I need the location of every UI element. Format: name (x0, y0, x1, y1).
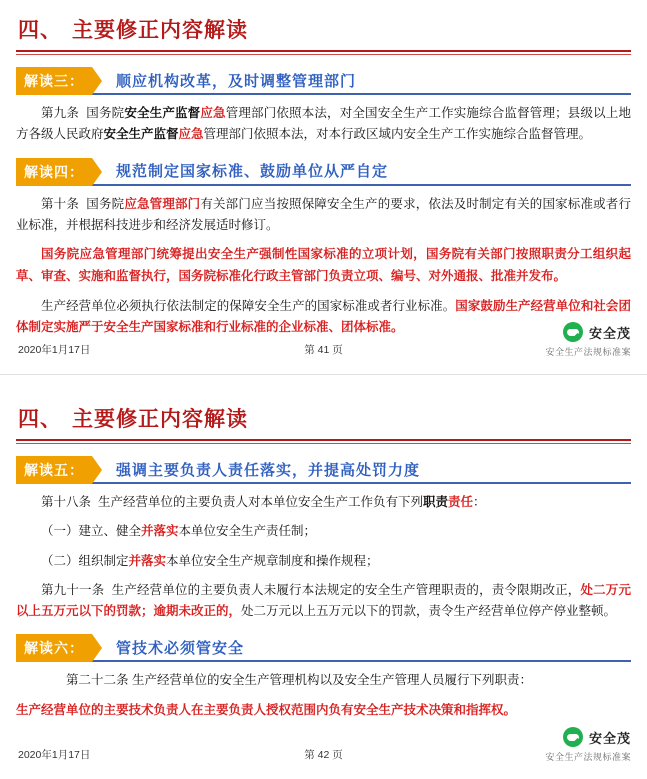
paragraph-article-9: 第九条 国务院安全生产监督应急管理部门依照本法，对全国安全生产工作实施综合监督管理；县级以上地方各级人民政府安全生产监督应急管理部门依照本法，对本行政区域内安全生产工作实施综合监督管理。 (16, 106, 631, 142)
section-heading-wrap-5 (92, 456, 631, 484)
page-title-number-2: 四、 (18, 408, 62, 431)
paragraph-article-18: 第十八条 生产经营单位的主要负责人对本单位安全生产工作负有下列职责责任： (41, 495, 486, 509)
section-heading-wrap-3 (92, 67, 631, 95)
title-divider-thin (16, 54, 631, 55)
section-heading-5: 强调主要负责人责任落实，并提高处罚力度 (116, 461, 421, 479)
paragraph-article-10-b: 生产经营单位必须执行依法制定的保障安全生产的国家标准或者行业标准。国家鼓励生产经营单位和社会团体制定实施严于安全生产国家标准和行业标准的企业标准、团体标准。 (16, 298, 631, 334)
paragraph-article-91: 第九十一条 生产经营单位的主要负责人未履行本法规定的安全生产管理职责的，责令限期改正，处二万元以上五万元以下的罚款；逾期未改正的，处二万元以上五万元以下的罚款，责令生产经营单位停产停业整顿。 (16, 582, 631, 618)
section-tag-6: 解读六： (16, 634, 92, 662)
section-heading-3: 顺应机构改革，及时调整管理部门 (116, 72, 357, 90)
section-banner-6 (16, 634, 631, 662)
page-title-2 (16, 399, 631, 439)
watermark-badge-1 (481, 322, 631, 358)
section-banner-4 (16, 158, 631, 186)
section-heading-wrap-4 (92, 158, 631, 186)
badge-subtitle: 安全生产法规标准案 (545, 347, 631, 357)
section-banner-5 (16, 456, 631, 484)
wechat-icon-2 (563, 727, 583, 747)
badge-subtitle-2: 安全生产法规标准案 (545, 752, 631, 762)
page-title-number: 四、 (18, 19, 62, 42)
footer-date-2: 2020年1月17日 (18, 749, 91, 761)
page-title (16, 10, 631, 50)
title-divider (16, 50, 631, 52)
slide-page-2 (0, 389, 647, 779)
paragraph-article-18-item-1: （一）建立、健全并落实本单位安全生产责任制； (41, 524, 317, 539)
badge-name-2: 安全茂 (588, 730, 631, 746)
paragraph-article-18-item-2: （二）组织制定并落实本单位安全生产规章制度和操作规程； (41, 553, 379, 568)
slide-page-1 (0, 0, 647, 374)
page-separator (0, 374, 647, 389)
title-divider-thin-2 (16, 443, 631, 444)
watermark-badge-2 (481, 727, 631, 763)
section-heading-6: 管技术必须管安全 (116, 639, 245, 657)
wechat-icon (563, 322, 583, 342)
section-heading-4: 规范制定国家标准、鼓励单位从严自定 (116, 163, 389, 180)
page-title-text: 主要修正内容解读 (72, 19, 248, 42)
badge-name: 安全茂 (588, 325, 631, 341)
paragraph-article-22: 第二十二条 生产经营单位的安全生产管理机构以及安全生产管理人员履行下列职责： (41, 673, 532, 688)
footer-page-number-2: 第 42 页 (304, 749, 343, 761)
section-heading-wrap-6 (92, 634, 631, 662)
footer-page-number: 第 41 页 (304, 344, 343, 356)
section-tag-4: 解读四： (16, 158, 92, 186)
paragraph-article-10: 第十条 国务院应急管理部门有关部门应当按照保障安全生产的要求，依法及时制定有关的国家标准或者行业标准，并根据科技进步和经济发展适时修订。 (16, 196, 631, 232)
title-divider-2 (16, 439, 631, 441)
section-tag-3: 解读三： (16, 67, 92, 95)
page-title-text-2: 主要修正内容解读 (72, 408, 248, 431)
paragraph-article-22-red: 生产经营单位的主要技术负责人在主要负责人授权范围内负有安全生产技术决策和指挥权。 (16, 702, 517, 717)
section-banner-3 (16, 67, 631, 95)
section-tag-5: 解读五： (16, 456, 92, 484)
footer-date: 2020年1月17日 (18, 344, 91, 356)
paragraph-article-10-red: 国务院应急管理部门统筹提出安全生产强制性国家标准的立项计划，国务院有关部门按照职责分工组织起草、审查、实施和监督执行，国务院标准化行政主管部门负责立项、编号、对外通报、批准并发布。 (16, 247, 631, 283)
